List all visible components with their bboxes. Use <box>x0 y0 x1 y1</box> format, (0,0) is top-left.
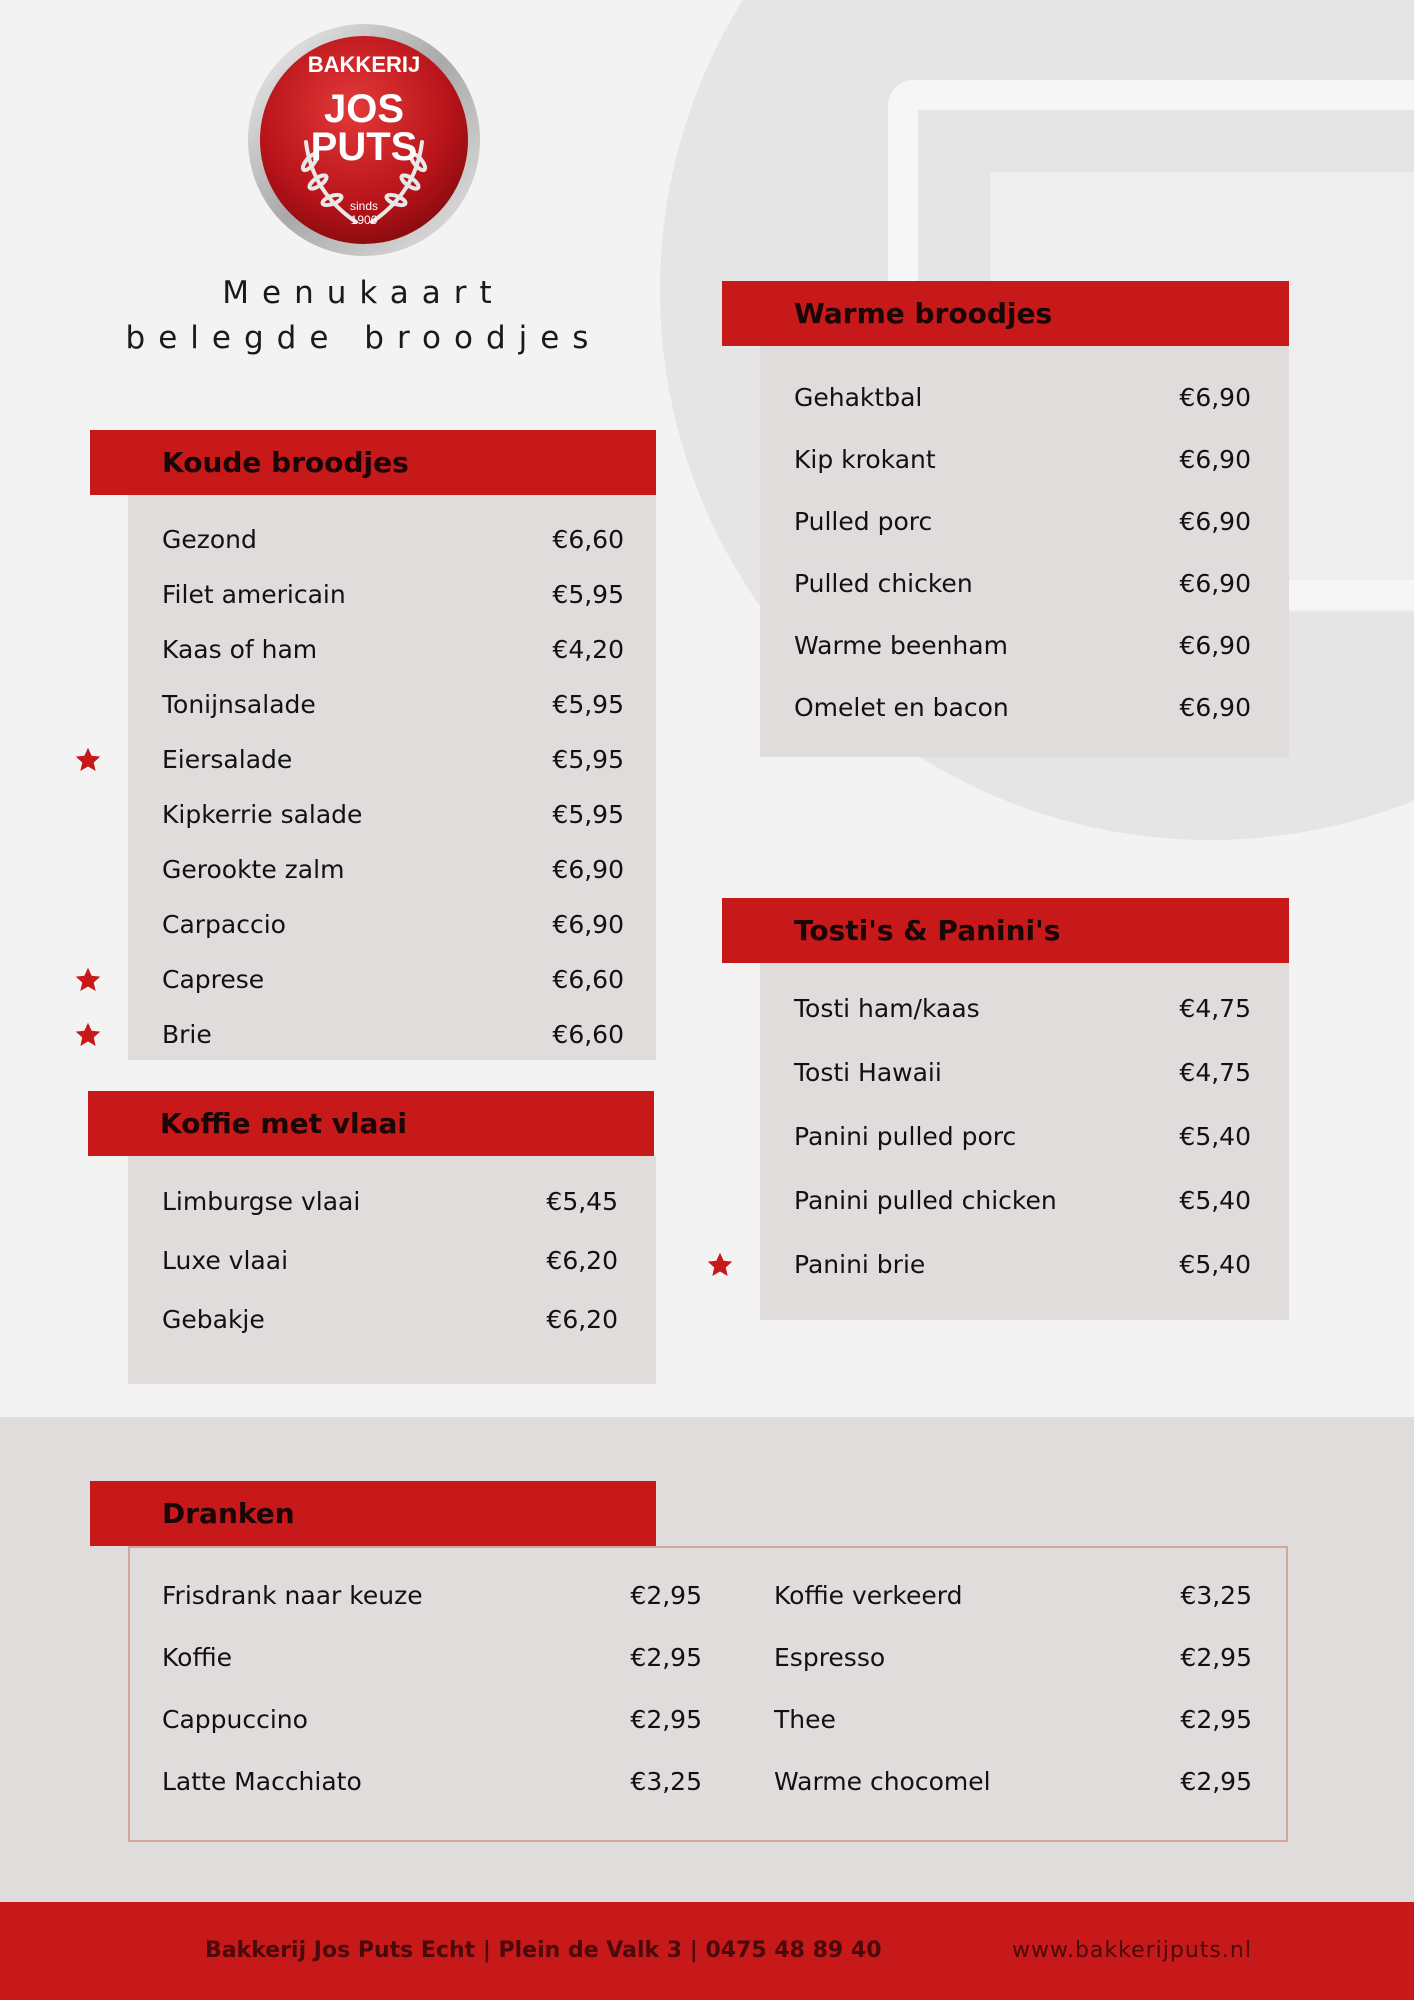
koude-item-row <box>162 575 624 615</box>
warme-item-row <box>794 626 1251 666</box>
item-price: €6,90 <box>1179 569 1251 598</box>
tosti-item-row <box>794 1053 1251 1093</box>
koude-item-row <box>162 520 624 560</box>
item-name: Cappuccino <box>162 1705 308 1734</box>
dranken-panel <box>128 1546 1288 1842</box>
item-price: €5,95 <box>552 800 624 829</box>
item-price: €5,95 <box>552 690 624 719</box>
item-name: Frisdrank naar keuze <box>162 1581 423 1610</box>
item-price: €5,40 <box>1179 1250 1251 1279</box>
item-name: Pulled chicken <box>794 569 973 598</box>
koude-item-row <box>162 850 624 890</box>
dranken-right-item-row <box>774 1700 1252 1740</box>
item-name: Tonijnsalade <box>162 690 316 719</box>
item-price: €5,40 <box>1179 1122 1251 1151</box>
dranken-left-item-row <box>162 1576 702 1616</box>
item-name: Panini brie <box>794 1250 926 1279</box>
koude-item-row <box>162 685 624 725</box>
warme-item-row <box>794 564 1251 604</box>
koffie-met-vlaai-panel <box>128 1156 656 1384</box>
tosti-item-row <box>794 1181 1251 1221</box>
item-price: €6,60 <box>552 525 624 554</box>
item-price: €2,95 <box>1180 1705 1252 1734</box>
item-price: €5,95 <box>552 580 624 609</box>
item-price: €2,95 <box>630 1581 702 1610</box>
footer-website-link[interactable]: www.bakkerijputs.nl <box>1012 1938 1252 1963</box>
item-name: Thee <box>774 1705 836 1734</box>
warme-broodjes-heading: Warme broodjes <box>722 281 1289 346</box>
star-icon <box>74 1021 102 1049</box>
item-name: Pulled porc <box>794 507 933 536</box>
item-name: Tosti Hawaii <box>794 1058 942 1087</box>
item-price: €6,90 <box>552 855 624 884</box>
item-price: €4,20 <box>552 635 624 664</box>
dranken-left-item-row <box>162 1700 702 1740</box>
footer <box>0 1902 1414 2000</box>
item-name: Luxe vlaai <box>162 1246 289 1275</box>
dranken-right-item-row <box>774 1638 1252 1678</box>
koffie-item-row <box>162 1300 618 1340</box>
star-icon <box>706 1251 734 1279</box>
koffie-met-vlaai-heading: Koffie met vlaai <box>88 1091 654 1156</box>
warme-item-row <box>794 502 1251 542</box>
item-name: Panini pulled chicken <box>794 1186 1057 1215</box>
item-price: €5,95 <box>552 745 624 774</box>
logo-text-puts: PUTS <box>310 125 418 169</box>
item-name: Latte Macchiato <box>162 1767 362 1796</box>
koude-broodjes-panel <box>128 494 656 1060</box>
item-name: Gebakje <box>162 1305 265 1334</box>
item-name: Gerookte zalm <box>162 855 345 884</box>
item-name: Warme chocomel <box>774 1767 991 1796</box>
item-name: Gezond <box>162 525 257 554</box>
item-price: €2,95 <box>1180 1643 1252 1672</box>
tosti-item-row <box>794 1245 1251 1285</box>
item-name: Warme beenham <box>794 631 1008 660</box>
item-price: €3,25 <box>1180 1581 1252 1610</box>
item-name: Caprese <box>162 965 265 994</box>
page-title: Menukaart <box>222 275 505 311</box>
item-price: €6,20 <box>546 1246 618 1275</box>
item-name: Omelet en bacon <box>794 693 1009 722</box>
item-price: €5,40 <box>1179 1186 1251 1215</box>
item-price: €6,90 <box>1179 445 1251 474</box>
warme-item-row <box>794 440 1251 480</box>
dranken-right-item-row <box>774 1762 1252 1802</box>
item-price: €4,75 <box>1179 994 1251 1023</box>
warme-broodjes-panel <box>760 346 1289 757</box>
page-subtitle: belegde broodjes <box>125 320 602 356</box>
koude-item-row <box>162 1015 624 1055</box>
warme-item-row <box>794 378 1251 418</box>
logo-text-year: 1906 <box>350 213 378 227</box>
koffie-item-row <box>162 1241 618 1281</box>
item-price: €6,90 <box>1179 693 1251 722</box>
tosti-panini-heading: Tosti's & Panini's <box>722 898 1289 963</box>
koude-item-row <box>162 905 624 945</box>
dranken-left-item-row <box>162 1638 702 1678</box>
item-name: Koffie <box>162 1643 232 1672</box>
dranken-heading: Dranken <box>90 1481 656 1546</box>
logo-text-sinds: sinds <box>349 199 379 213</box>
item-price: €6,90 <box>1179 507 1251 536</box>
item-price: €6,90 <box>1179 383 1251 412</box>
item-name: Espresso <box>774 1643 886 1672</box>
item-name: Tosti ham/kaas <box>794 994 980 1023</box>
item-price: €2,95 <box>630 1643 702 1672</box>
item-name: Filet americain <box>162 580 346 609</box>
item-price: €6,60 <box>552 965 624 994</box>
item-price: €2,95 <box>1180 1767 1252 1796</box>
item-name: Limburgse vlaai <box>162 1187 361 1216</box>
item-name: Gehaktbal <box>794 383 923 412</box>
logo-text-bakkerij: BAKKERIJ <box>307 52 421 77</box>
star-icon <box>74 746 102 774</box>
tosti-item-row <box>794 1117 1251 1157</box>
item-price: €5,45 <box>546 1187 618 1216</box>
footer-address: Bakkerij Jos Puts Echt | Plein de Valk 3 | 0475 48 89 40 <box>205 1938 882 1963</box>
tosti-item-row <box>794 989 1251 1029</box>
item-name: Kipkerrie salade <box>162 800 363 829</box>
logo-text-jos: JOS <box>323 87 405 131</box>
koude-item-row <box>162 795 624 835</box>
item-name: Eiersalade <box>162 745 293 774</box>
item-name: Carpaccio <box>162 910 286 939</box>
item-price: €6,90 <box>1179 631 1251 660</box>
item-price: €6,90 <box>552 910 624 939</box>
koude-item-row <box>162 630 624 670</box>
item-price: €6,20 <box>546 1305 618 1334</box>
star-icon <box>74 966 102 994</box>
dranken-right-item-row <box>774 1576 1252 1616</box>
warme-item-row <box>794 688 1251 728</box>
koude-item-row <box>162 960 624 1000</box>
item-name: Kaas of ham <box>162 635 318 664</box>
koffie-item-row <box>162 1182 618 1222</box>
item-price: €3,25 <box>630 1767 702 1796</box>
item-name: Koffie verkeerd <box>774 1581 963 1610</box>
item-price: €6,60 <box>552 1020 624 1049</box>
item-price: €2,95 <box>630 1705 702 1734</box>
tosti-panini-panel <box>760 963 1289 1320</box>
item-name: Panini pulled porc <box>794 1122 1017 1151</box>
bakery-logo <box>246 22 482 258</box>
dranken-left-item-row <box>162 1762 702 1802</box>
koude-broodjes-heading: Koude broodjes <box>90 430 656 495</box>
item-name: Brie <box>162 1020 212 1049</box>
item-name: Kip krokant <box>794 445 936 474</box>
koude-item-row <box>162 740 624 780</box>
item-price: €4,75 <box>1179 1058 1251 1087</box>
